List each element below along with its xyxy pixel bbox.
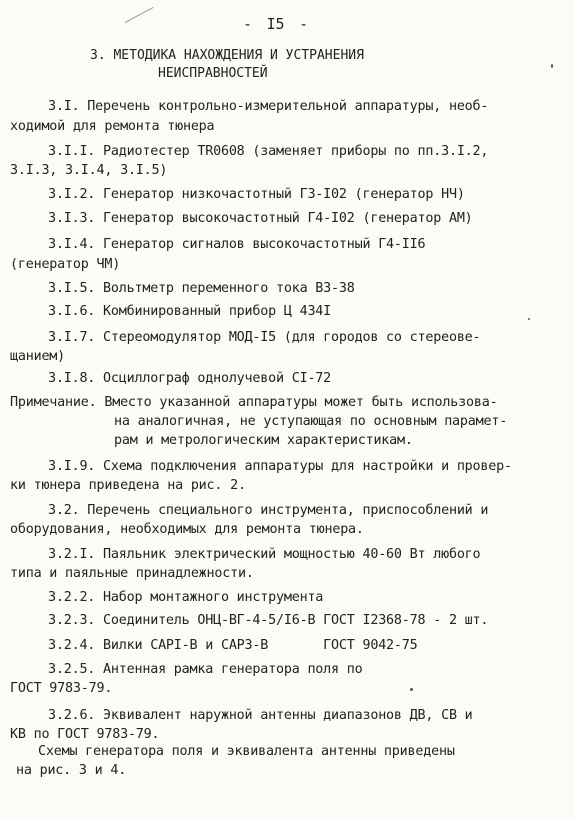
item-3-1-line-1: 3.I. Перечень контрольно-измерительной аппаратуры, необ-	[48, 99, 489, 114]
scan-scratch	[125, 7, 154, 23]
item-3-1-8: 3.I.8. Осциллограф однолучевой СI-72	[48, 371, 332, 386]
page-number: - I5 -	[243, 15, 308, 33]
note-line-1: Примечание. Вместо указанной аппаратуры может быть использова-	[10, 395, 498, 410]
item-3-2-5-line-1: 3.2.5. Антенная рамка генератора поля по	[48, 662, 363, 677]
scan-speck	[528, 318, 530, 320]
item-3-2-5-line-2: ГОСТ 9783-79.	[10, 681, 113, 696]
item-3-2-4: 3.2.4. Вилки САРI-В и САР3-В ГОСТ 9042-75	[48, 638, 418, 653]
closing-line-2: на рис. 3 и 4.	[16, 763, 127, 778]
item-3-2-line-1: 3.2. Перечень специального инструмента, приспособлений и	[48, 503, 489, 518]
item-3-2-3: 3.2.3. Соединитель ОНЦ-ВГ-4-5/I6-В ГОСТ I2368-78 - 2 шт.	[48, 613, 489, 628]
section-title-line-2: НЕИСПРАВНОСТЕЙ	[158, 66, 268, 81]
item-3-1-2: 3.I.2. Генератор низкочастотный Г3-I02 (генератор НЧ)	[48, 187, 465, 202]
item-3-1-5: 3.I.5. Вольтметр переменного тока В3-38	[48, 281, 355, 296]
item-3-2-6-line-1: 3.2.6. Эквивалент наружной антенны диапазонов ДВ, СВ и	[48, 708, 473, 723]
item-3-1-6: 3.I.6. Комбинированный прибор Ц 434I	[48, 304, 332, 319]
item-3-1-7-line-2: щанием)	[10, 349, 66, 364]
item-3-1-line-2: ходимой для ремонта тюнера	[10, 119, 215, 134]
item-3-2-6-line-2: КВ по ГОСТ 9783-79.	[10, 727, 160, 742]
item-3-2-1-line-1: 3.2.I. Паяльник электрический мощностью 40-60 Вт любого	[48, 547, 481, 562]
scan-speck	[410, 688, 413, 691]
item-3-1-9-line-1: 3.I.9. Схема подключения аппаратуры для настройки и провер-	[48, 459, 512, 474]
item-3-1-4-line-1: 3.I.4. Генератор сигналов высокочастотный Г4-II6	[48, 237, 426, 252]
item-3-1-9-line-2: ки тюнера приведена на рис. 2.	[10, 478, 246, 493]
item-3-1-4-line-2: (генератор ЧМ)	[10, 257, 121, 272]
section-title-line-1: 3. МЕТОДИКА НАХОЖДЕНИЯ И УСТРАНЕНИЯ	[90, 48, 364, 63]
scan-speck	[551, 64, 553, 68]
item-3-1-3: 3.I.3. Генератор высокочастотный Г4-I02 (генератор АМ)	[48, 211, 473, 226]
item-3-2-2: 3.2.2. Набор монтажного инструмента	[48, 590, 324, 605]
item-3-1-1-line-2: 3.I.3, 3.I.4, 3.I.5)	[10, 163, 168, 178]
item-3-1-1-line-1: 3.I.I. Радиотестер TR0608 (заменяет приборы по пп.3.I.2,	[48, 144, 489, 159]
item-3-2-1-line-2: типа и паяльные принадлежности.	[10, 566, 254, 581]
closing-line-1: Схемы генератора поля и эквивалента антенны приведены	[38, 744, 455, 759]
item-3-2-line-2: оборудования, необходимых для ремонта тюнера.	[10, 522, 364, 537]
note-line-2: на аналогичная, не уступающая по основным парамет-	[114, 414, 508, 429]
note-line-3: рам и метрологическим характеристикам.	[114, 433, 413, 448]
item-3-1-7-line-1: 3.I.7. Стереомодулятор МОД-I5 (для городов со стереове-	[48, 330, 481, 345]
